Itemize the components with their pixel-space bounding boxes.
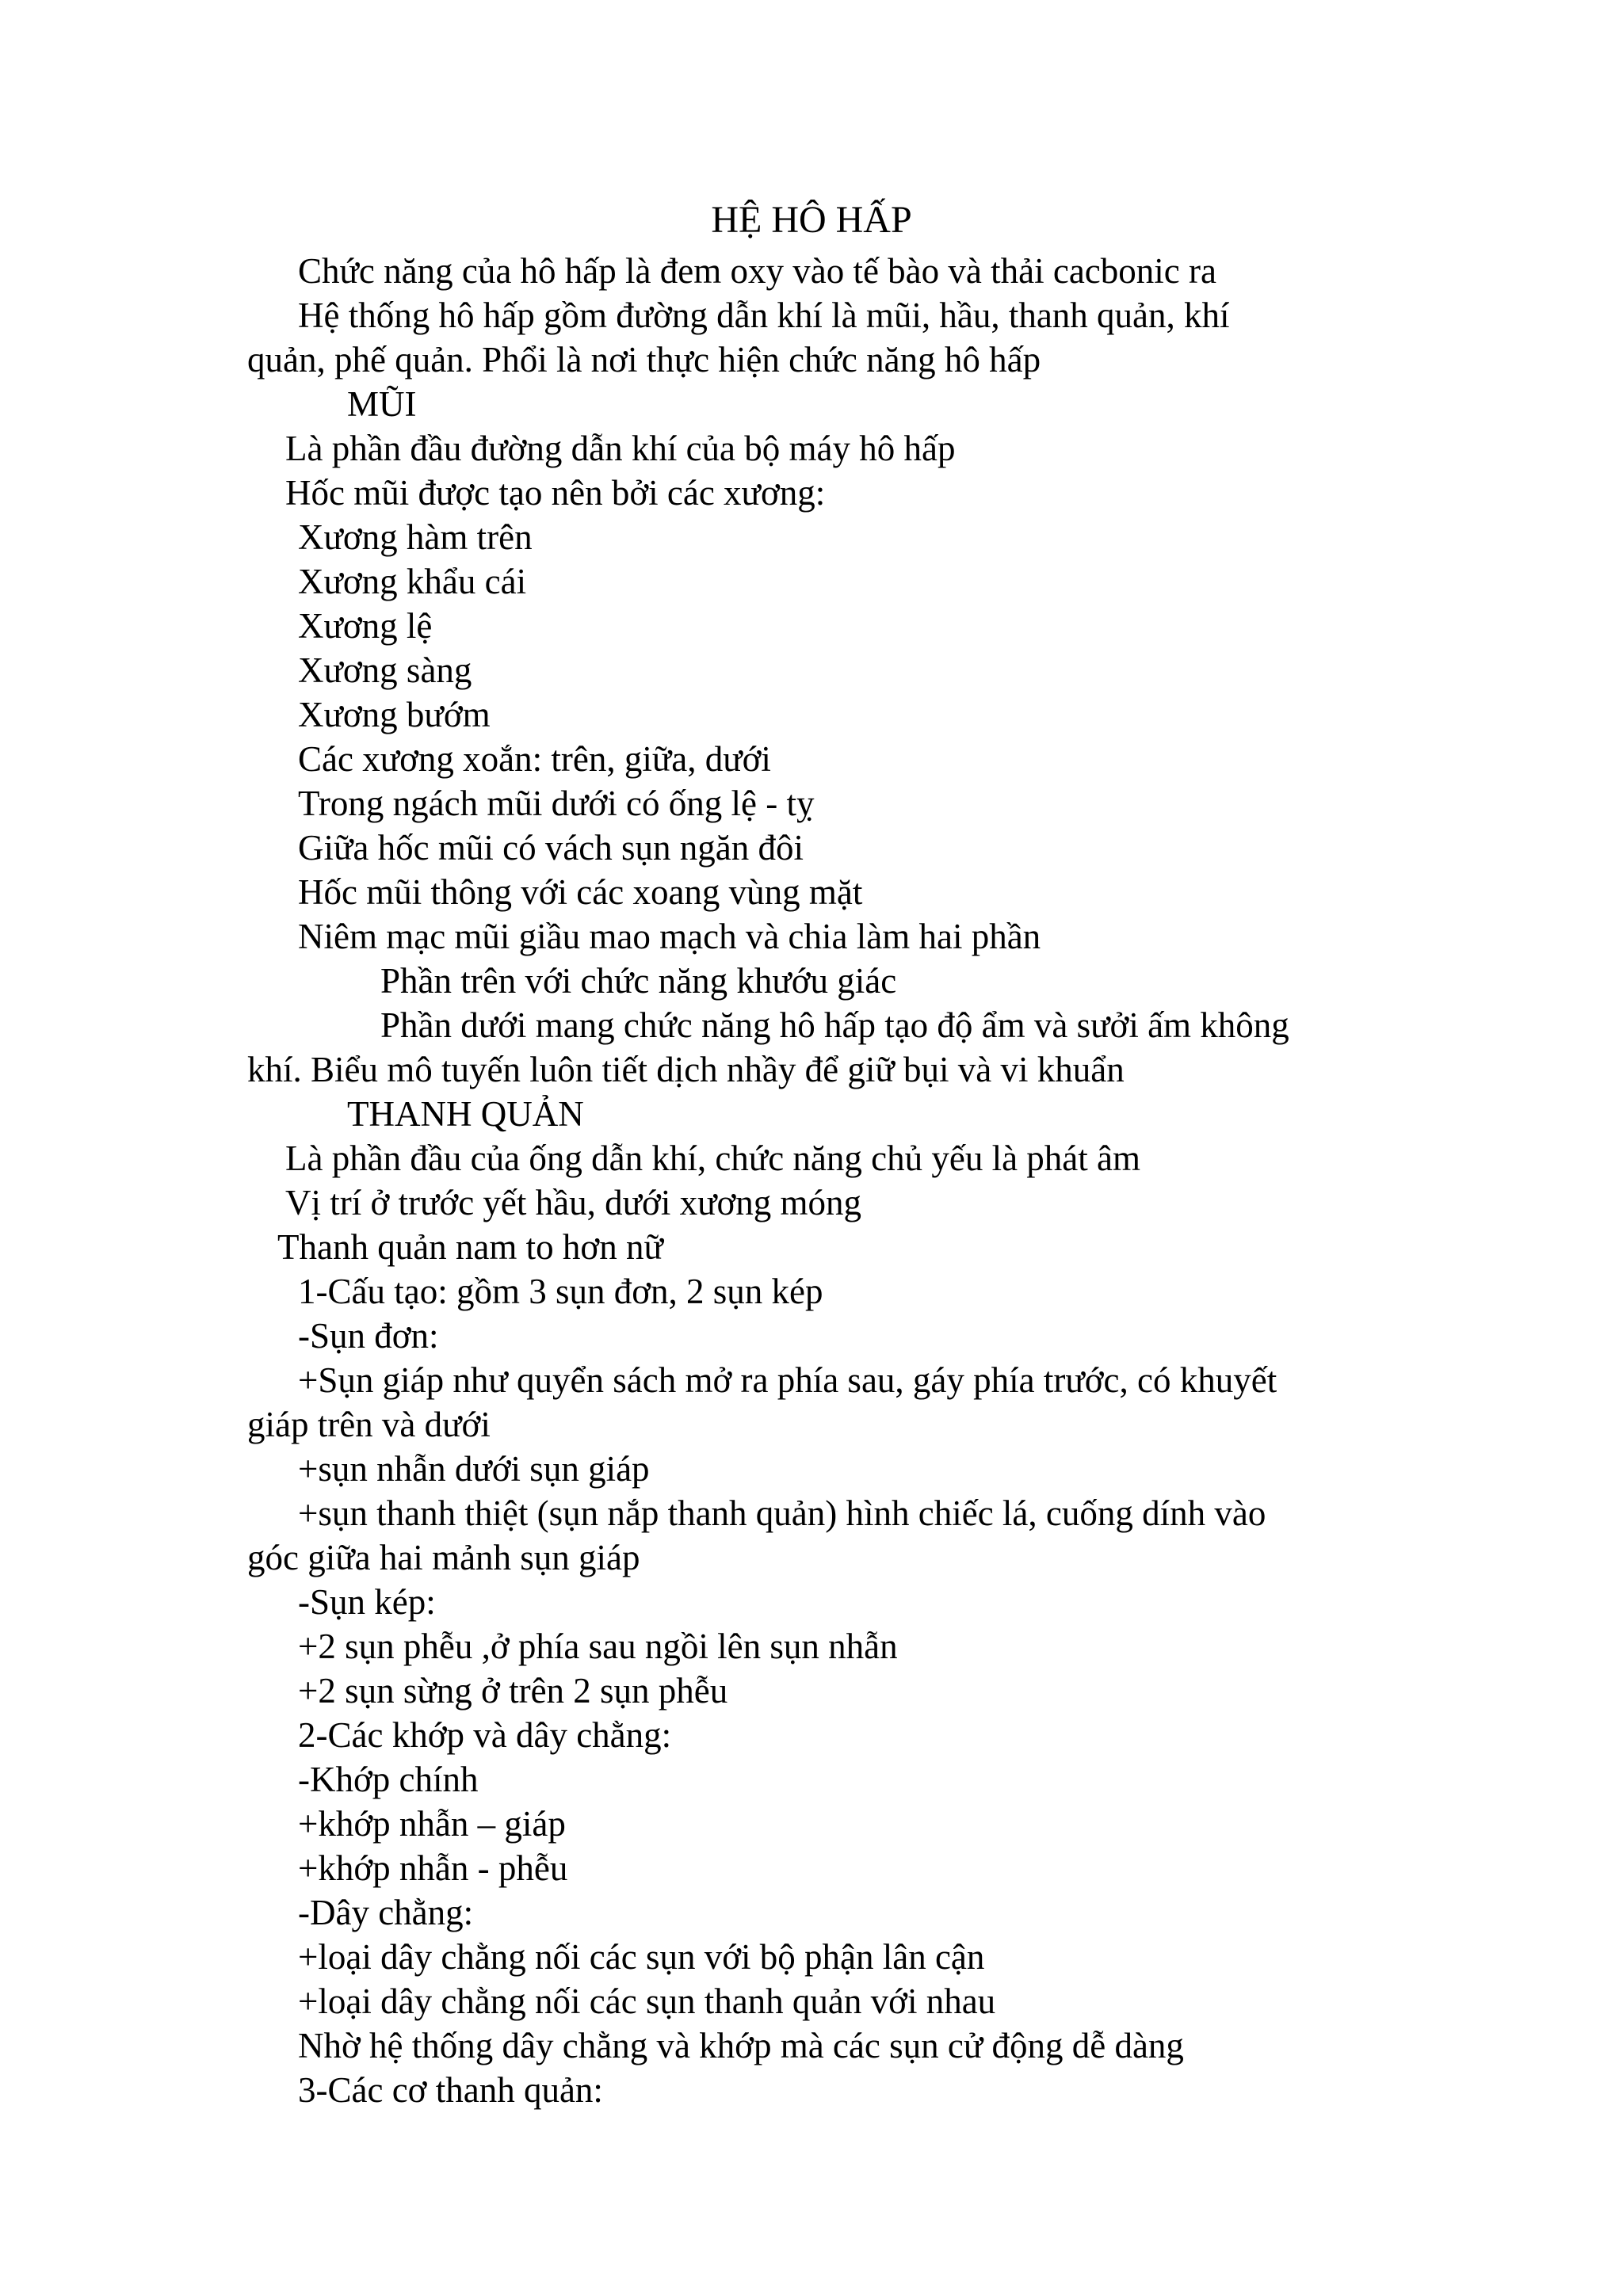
- text-line: Phần dưới mang chức năng hô hấp tạo độ ẩm và sưởi ấm không: [380, 1005, 1289, 1045]
- text-line: Niêm mạc mũi giầu mao mạch và chia làm hai phần: [298, 917, 1041, 956]
- text-line: góc giữa hai mảnh sụn giáp: [247, 1538, 640, 1577]
- text-line: -Khớp chính: [298, 1760, 479, 1799]
- text-line: +khớp nhẫn – giáp: [298, 1804, 566, 1844]
- text-line: +sụn thanh thiệt (sụn nắp thanh quản) hình chiếc lá, cuống dính vào: [298, 1493, 1266, 1533]
- text-line: +loại dây chằng nối các sụn với bộ phận lân cận: [298, 1937, 985, 1977]
- list-item: Xương khẩu cái: [298, 562, 527, 601]
- text-line: 2-Các khớp và dây chằng:: [298, 1715, 672, 1755]
- section-heading: MŨI: [347, 384, 417, 424]
- page-title: HỆ HÔ HẤP: [711, 199, 912, 241]
- text-line: +2 sụn phễu ,ở phía sau ngồi lên sụn nhẫn: [298, 1627, 898, 1666]
- list-item: Các xương xoắn: trên, giữa, dưới: [298, 739, 771, 779]
- text-line: Hốc mũi thông với các xoang vùng mặt: [298, 872, 863, 912]
- section-heading: THANH QUẢN: [347, 1094, 584, 1134]
- text-line: Hệ thống hô hấp gồm đường dẫn khí là mũi, hầu, thanh quản, khí: [298, 296, 1230, 335]
- text-line: Giữa hốc mũi có vách sụn ngăn đôi: [298, 828, 804, 868]
- text-line: Nhờ hệ thống dây chằng và khớp mà các sụn cử động dễ dàng: [298, 2026, 1184, 2065]
- text-line: Vị trí ở trước yết hầu, dưới xương móng: [285, 1183, 862, 1222]
- text-line: Là phần đầu của ống dẫn khí, chức năng chủ yếu là phát âm: [285, 1138, 1141, 1178]
- text-line: +sụn nhẫn dưới sụn giáp: [298, 1449, 650, 1489]
- text-line: -Dây chằng:: [298, 1893, 474, 1932]
- list-item: Xương sàng: [298, 650, 472, 690]
- text-line: +2 sụn sừng ở trên 2 sụn phễu: [298, 1671, 728, 1711]
- text-line: 3-Các cơ thanh quản:: [298, 2070, 603, 2110]
- text-line: -Sụn kép:: [298, 1582, 436, 1622]
- text-line: Trong ngách mũi dưới có ống lệ - tỵ: [298, 784, 815, 823]
- text-line: khí. Biểu mô tuyến luôn tiết dịch nhầy để giữ bụi và vi khuẩn: [247, 1050, 1125, 1089]
- text-line: +Sụn giáp như quyển sách mở ra phía sau, gáy phía trước, có khuyết: [298, 1360, 1277, 1400]
- text-line: quản, phế quản. Phổi là nơi thực hiện chức năng hô hấp: [247, 340, 1041, 379]
- text-line: giáp trên và dưới: [247, 1405, 491, 1444]
- list-item: Xương hàm trên: [298, 517, 533, 557]
- text-line: Chức năng của hô hấp là đem oxy vào tế bào và thải cacbonic ra: [298, 251, 1216, 291]
- list-item: Xương lệ: [298, 606, 433, 646]
- text-line: Là phần đầu đường dẫn khí của bộ máy hô hấp: [285, 429, 956, 468]
- text-line: 1-Cấu tạo: gồm 3 sụn đơn, 2 sụn kép: [298, 1272, 823, 1311]
- text-line: Hốc mũi được tạo nên bởi các xương:: [285, 473, 826, 513]
- text-line: +loại dây chằng nối các sụn thanh quản với nhau: [298, 1981, 996, 2021]
- text-line: +khớp nhẫn - phễu: [298, 1848, 568, 1888]
- list-item: Xương bướm: [298, 695, 491, 734]
- text-line: Phần trên với chức năng khướu giác: [380, 961, 897, 1001]
- text-line: Thanh quản nam to hơn nữ: [277, 1227, 663, 1267]
- text-line: -Sụn đơn:: [298, 1316, 439, 1356]
